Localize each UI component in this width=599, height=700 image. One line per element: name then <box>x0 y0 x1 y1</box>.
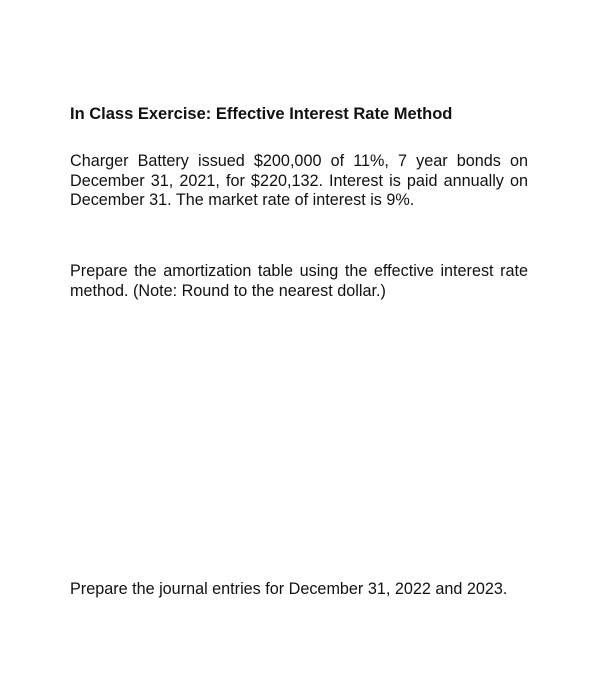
exercise-title: In Class Exercise: Effective Interest Rate Method <box>70 105 453 123</box>
journal-entry-instruction: Prepare the journal entries for December 31, 2022 and 2023. <box>70 580 508 598</box>
problem-statement: Charger Battery issued $200,000 of 11%, 7 year bonds on December 31, 2021, for $220,132. Interest is paid annually on December 31. The market rate of interest is 9%. <box>70 152 528 209</box>
amortization-instruction: Prepare the amortization table using the effective interest rate method. (Note: Round to the nearest dollar.) <box>70 262 528 300</box>
